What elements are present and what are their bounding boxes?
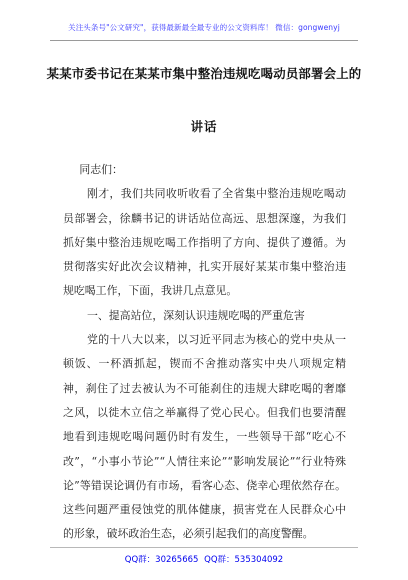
document-title-line-1: 某某市委书记在某某市集中整治违规吃喝动员部署会上的 bbox=[46, 66, 362, 81]
document-body bbox=[63, 158, 346, 547]
body-paragraph: 刚才，我们共同收听收看了全省集中整治违规吃喝动员部署会，徐麟书记的讲话站位高远、思想深邃，为我们抓好集中整治违规吃喝工作指明了方向、提供了遵循。为贯彻落实好此次会议精神，扎实开展好某某市集中整治违规吃喝工作，下面，我讲几点意见。 bbox=[63, 187, 346, 298]
header-promo-text: 关注头条号"公文研究"，获得最新最全最专业的公文资料库！ 微信：gongwenyj bbox=[68, 23, 340, 32]
footer-qq-groups: QQ群：30265665 QQ群：535304092 bbox=[124, 555, 284, 565]
document-title-line-2: 讲话 bbox=[190, 119, 218, 134]
section-heading: 一、提高站位，深刻认识违规吃喝的严重危害 bbox=[86, 308, 305, 322]
greeting-paragraph: 同志们： bbox=[79, 163, 123, 176]
footer-divider bbox=[50, 547, 358, 548]
body-paragraph: 党的十八大以来，以习近平同志为核心的党中央从一顿饭、一杯酒抓起，锲而不舍推动落实中央八项规定精神，刹住了过去被认为不可能刹住的违规大肆吃喝的奢靡之风，以徙木立信之举赢得了党心民心。但我们也要清醒地看到违规吃喝问题仍时有发生，一些领导干部“吃心不改”，“小事小节论”“人情往来论”“影响发展论”“行业特殊论”等错误论调仍有市场，看客心态、侥幸心理依然存在。这些问题严重侵蚀党的肌体健康，损害党在人民群众心中的形象，破坏政治生态，必须引起我们的高度警醒。 bbox=[63, 333, 346, 541]
header-divider bbox=[50, 40, 358, 41]
